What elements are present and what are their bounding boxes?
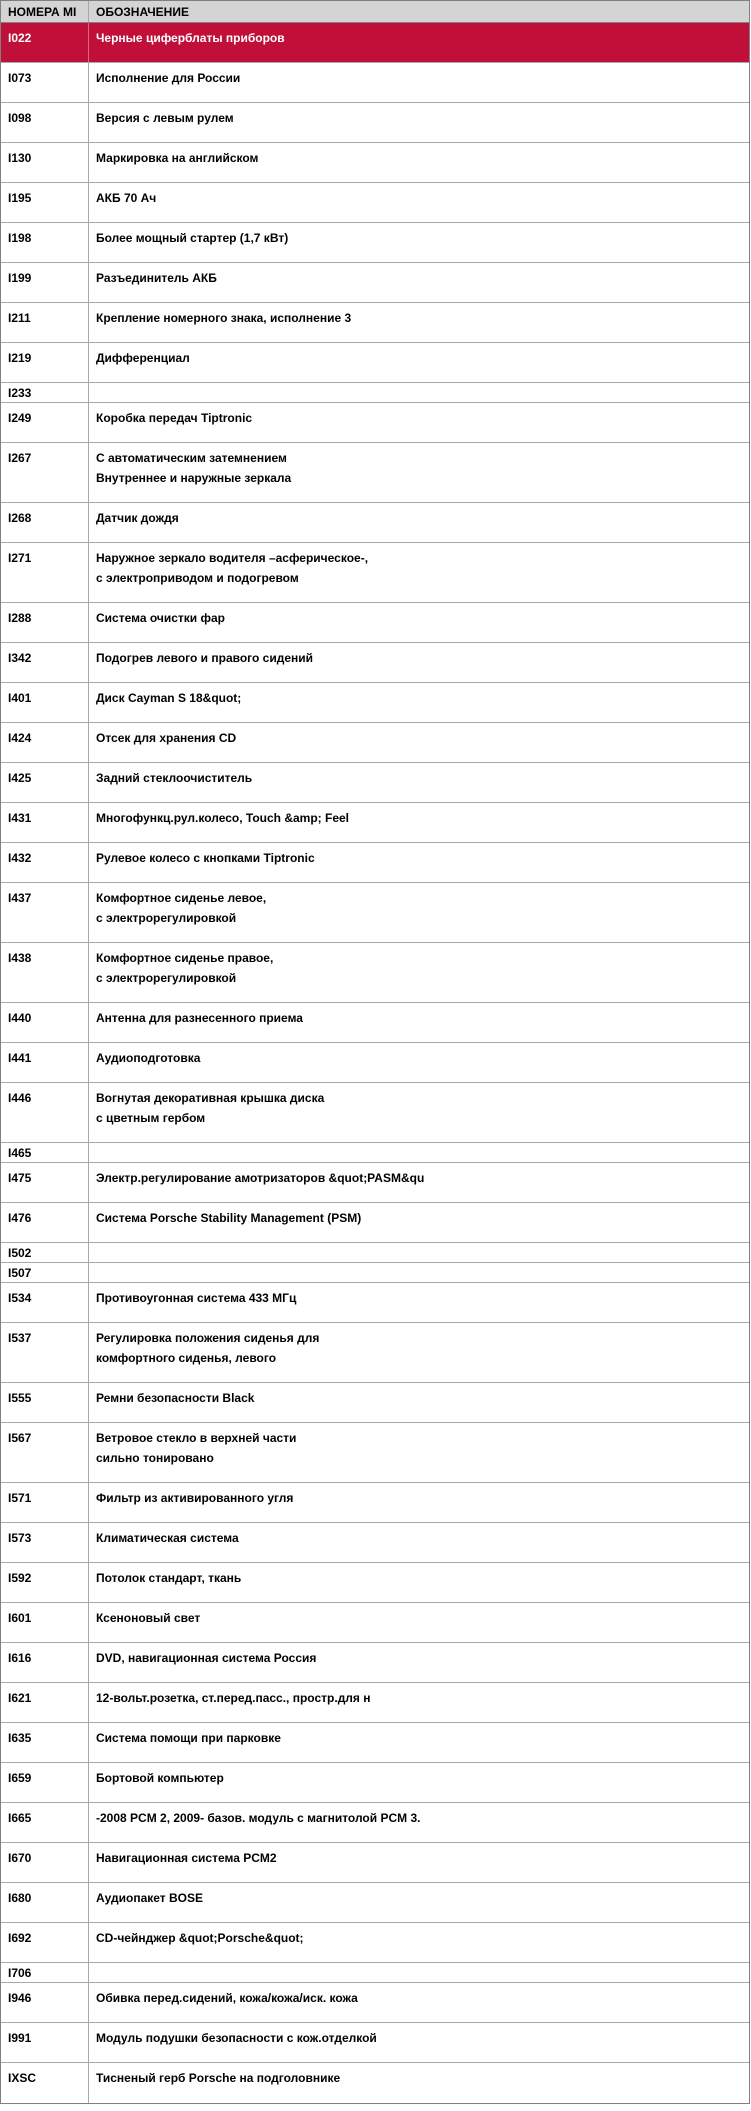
option-description: 12-вольт.розетка, ст.перед.пасс., простр.для н <box>96 1691 371 1705</box>
table-row[interactable] <box>1 1263 749 1283</box>
option-code: I073 <box>1 63 89 102</box>
option-description: Исполнение для России <box>96 71 241 85</box>
table-row[interactable] <box>1 1143 749 1163</box>
option-description: Подогрев левого и правого сидений <box>96 651 314 665</box>
table-row[interactable] <box>1 1323 749 1383</box>
option-code: I567 <box>1 1423 89 1482</box>
table-row[interactable] <box>1 683 749 723</box>
option-code: I502 <box>1 1243 89 1262</box>
table-row[interactable] <box>1 883 749 943</box>
option-description: Более мощный стартер (1,7 кВт) <box>96 231 289 245</box>
option-description: Разъединитель АКБ <box>96 271 217 285</box>
table-header <box>1 1 749 23</box>
table-row[interactable] <box>1 143 749 183</box>
option-code: I692 <box>1 1923 89 1962</box>
option-description: Система очистки фар <box>96 611 225 625</box>
option-description: Климатическая система <box>96 1531 239 1545</box>
table-row[interactable] <box>1 1603 749 1643</box>
option-code: I534 <box>1 1283 89 1322</box>
option-description: Тисненый герб Porsche на подголовнике <box>96 2071 341 2085</box>
option-code: I233 <box>1 383 89 402</box>
table-row[interactable] <box>1 403 749 443</box>
option-code: I465 <box>1 1143 89 1162</box>
option-code: I592 <box>1 1563 89 1602</box>
option-code: I507 <box>1 1263 89 1282</box>
option-description <box>89 383 749 402</box>
table-row[interactable] <box>1 1383 749 1423</box>
option-description: Коробка передач Tiptronic <box>96 411 253 425</box>
option-description: Аудиоподготовка <box>96 1051 201 1065</box>
table-row[interactable] <box>1 343 749 383</box>
option-code: I211 <box>1 303 89 342</box>
option-code: I267 <box>1 443 89 502</box>
option-code: I219 <box>1 343 89 382</box>
column-header-code[interactable]: НОМЕРА MI <box>1 1 89 22</box>
table-row[interactable] <box>1 2023 749 2063</box>
option-code: I635 <box>1 1723 89 1762</box>
option-code: I271 <box>1 543 89 602</box>
table-row[interactable] <box>1 1043 749 1083</box>
option-code: I268 <box>1 503 89 542</box>
option-description: Система помощи при парковке <box>96 1731 281 1745</box>
table-row[interactable] <box>1 1643 749 1683</box>
table-row[interactable] <box>1 763 749 803</box>
option-description <box>89 1963 749 1982</box>
option-code: I441 <box>1 1043 89 1082</box>
table-row[interactable] <box>1 1803 749 1843</box>
option-code: I659 <box>1 1763 89 1802</box>
option-code: I199 <box>1 263 89 302</box>
table-row[interactable] <box>1 1923 749 1963</box>
option-description: Противоугонная система 433 МГц <box>96 1291 297 1305</box>
option-description: DVD, навигационная система Россия <box>96 1651 317 1665</box>
option-code: I098 <box>1 103 89 142</box>
table-row[interactable] <box>1 1083 749 1143</box>
table-row[interactable] <box>1 1003 749 1043</box>
table-row[interactable] <box>1 1523 749 1563</box>
option-description: Многофункц.рул.колесо, Touch &amp; Feel <box>96 811 350 825</box>
option-code: I198 <box>1 223 89 262</box>
option-code: I446 <box>1 1083 89 1142</box>
option-description <box>89 1143 749 1162</box>
table-row[interactable] <box>1 603 749 643</box>
option-code: I616 <box>1 1643 89 1682</box>
option-description: АКБ 70 Ач <box>96 191 157 205</box>
option-code: I621 <box>1 1683 89 1722</box>
option-code: I665 <box>1 1803 89 1842</box>
table-row[interactable] <box>1 1203 749 1243</box>
option-code: I249 <box>1 403 89 442</box>
table-row[interactable] <box>1 183 749 223</box>
option-description: Навигационная система PCM2 <box>96 1851 277 1865</box>
option-description: Крепление номерного знака, исполнение 3 <box>96 311 352 325</box>
table-row[interactable] <box>1 1423 749 1483</box>
option-code: I475 <box>1 1163 89 1202</box>
option-code: I195 <box>1 183 89 222</box>
table-row[interactable] <box>1 1483 749 1523</box>
table-row[interactable] <box>1 1283 749 1323</box>
option-description: С автоматическим затемнением Внутреннее и наружные зеркала <box>96 451 292 485</box>
table-row[interactable] <box>1 443 749 503</box>
table-row[interactable] <box>1 1163 749 1203</box>
option-code: I670 <box>1 1843 89 1882</box>
option-description: Дифференциал <box>96 351 190 365</box>
option-description <box>89 1263 749 1282</box>
option-description: Ксеноновый свет <box>96 1611 201 1625</box>
table-row[interactable] <box>1 2063 749 2103</box>
option-description: Регулировка положения сиденья для комфортного сиденья, левого <box>96 1331 320 1365</box>
option-description: Датчик дождя <box>96 511 179 525</box>
option-code: I437 <box>1 883 89 942</box>
table-row[interactable] <box>1 383 749 403</box>
table-row[interactable] <box>1 803 749 843</box>
table-row[interactable] <box>1 263 749 303</box>
table-row[interactable] <box>1 723 749 763</box>
table-row[interactable] <box>1 223 749 263</box>
option-code: I130 <box>1 143 89 182</box>
table-row[interactable] <box>1 1883 749 1923</box>
option-description: Модуль подушки безопасности с кож.отделкой <box>96 2031 377 2045</box>
option-description: Комфортное сиденье левое, с электрорегулировкой <box>96 891 267 925</box>
table-row[interactable] <box>1 1763 749 1803</box>
option-description <box>89 1243 749 1262</box>
option-description: Маркировка на английском <box>96 151 259 165</box>
option-code: I022 <box>1 23 89 62</box>
table-row[interactable] <box>1 943 749 1003</box>
option-description: CD-чейнджер &quot;Porsche&quot; <box>96 1931 304 1945</box>
option-code: I342 <box>1 643 89 682</box>
option-code: I288 <box>1 603 89 642</box>
option-code: I432 <box>1 843 89 882</box>
option-description: Отсек для хранения CD <box>96 731 237 745</box>
option-description: Вогнутая декоративная крышка диска с цветным гербом <box>96 1091 325 1125</box>
table-row[interactable] <box>1 303 749 343</box>
table-row[interactable] <box>1 63 749 103</box>
option-description: Антенна для разнесенного приема <box>96 1011 303 1025</box>
option-description: Наружное зеркало водителя –асферическое-, с электроприводом и подогревом <box>96 551 369 585</box>
table-row[interactable] <box>1 1983 749 2023</box>
option-description: -2008 PCM 2, 2009- базов. модуль с магнитолой PCM 3. <box>96 1811 421 1825</box>
option-code: I946 <box>1 1983 89 2022</box>
option-code: I601 <box>1 1603 89 1642</box>
table-row[interactable] <box>1 23 749 63</box>
option-code: I401 <box>1 683 89 722</box>
table-row[interactable] <box>1 643 749 683</box>
option-description: Потолок стандарт, ткань <box>96 1571 242 1585</box>
option-code: I438 <box>1 943 89 1002</box>
column-header-description[interactable]: ОБОЗНАЧЕНИЕ <box>96 5 189 19</box>
option-description: Черные циферблаты приборов <box>96 31 285 45</box>
option-code: I571 <box>1 1483 89 1522</box>
option-description: Задний стеклоочиститель <box>96 771 253 785</box>
table-row[interactable] <box>1 843 749 883</box>
table-row[interactable] <box>1 1243 749 1263</box>
table-row[interactable] <box>1 1683 749 1723</box>
option-description: Ремни безопасности Black <box>96 1391 255 1405</box>
table-row[interactable] <box>1 103 749 143</box>
option-code: I573 <box>1 1523 89 1562</box>
option-description: Электр.регулирование амотризаторов &quot;PASM&qu <box>96 1171 425 1185</box>
table-body <box>1 23 749 2103</box>
option-code: I424 <box>1 723 89 762</box>
option-code: I425 <box>1 763 89 802</box>
option-code: I991 <box>1 2023 89 2062</box>
option-code: I431 <box>1 803 89 842</box>
table-row[interactable] <box>1 543 749 603</box>
option-description: Комфортное сиденье правое, с электрорегулировкой <box>96 951 274 985</box>
table-row[interactable] <box>1 1723 749 1763</box>
option-description: Система Porsche Stability Management (PSM) <box>96 1211 362 1225</box>
option-code: I706 <box>1 1963 89 1982</box>
option-description: Диск Cayman S 18&quot; <box>96 691 242 705</box>
option-description: Фильтр из активированного угля <box>96 1491 294 1505</box>
table-row[interactable] <box>1 1563 749 1603</box>
option-code: I680 <box>1 1883 89 1922</box>
table-row[interactable] <box>1 503 749 543</box>
option-description: Обивка перед.сидений, кожа/кожа/иск. кожа <box>96 1991 358 2005</box>
option-description: Версия с левым рулем <box>96 111 234 125</box>
option-description: Ветровое стекло в верхней части сильно тонировано <box>96 1431 297 1465</box>
option-description: Бортовой компьютер <box>96 1771 224 1785</box>
option-code: I537 <box>1 1323 89 1382</box>
table-row[interactable] <box>1 1963 749 1983</box>
option-description: Аудиопакет BOSE <box>96 1891 204 1905</box>
option-description: Рулевое колесо с кнопками Tiptronic <box>96 851 315 865</box>
option-code: I555 <box>1 1383 89 1422</box>
table-row[interactable] <box>1 1843 749 1883</box>
option-code: I440 <box>1 1003 89 1042</box>
option-code: IXSC <box>1 2063 89 2103</box>
option-code: I476 <box>1 1203 89 1242</box>
